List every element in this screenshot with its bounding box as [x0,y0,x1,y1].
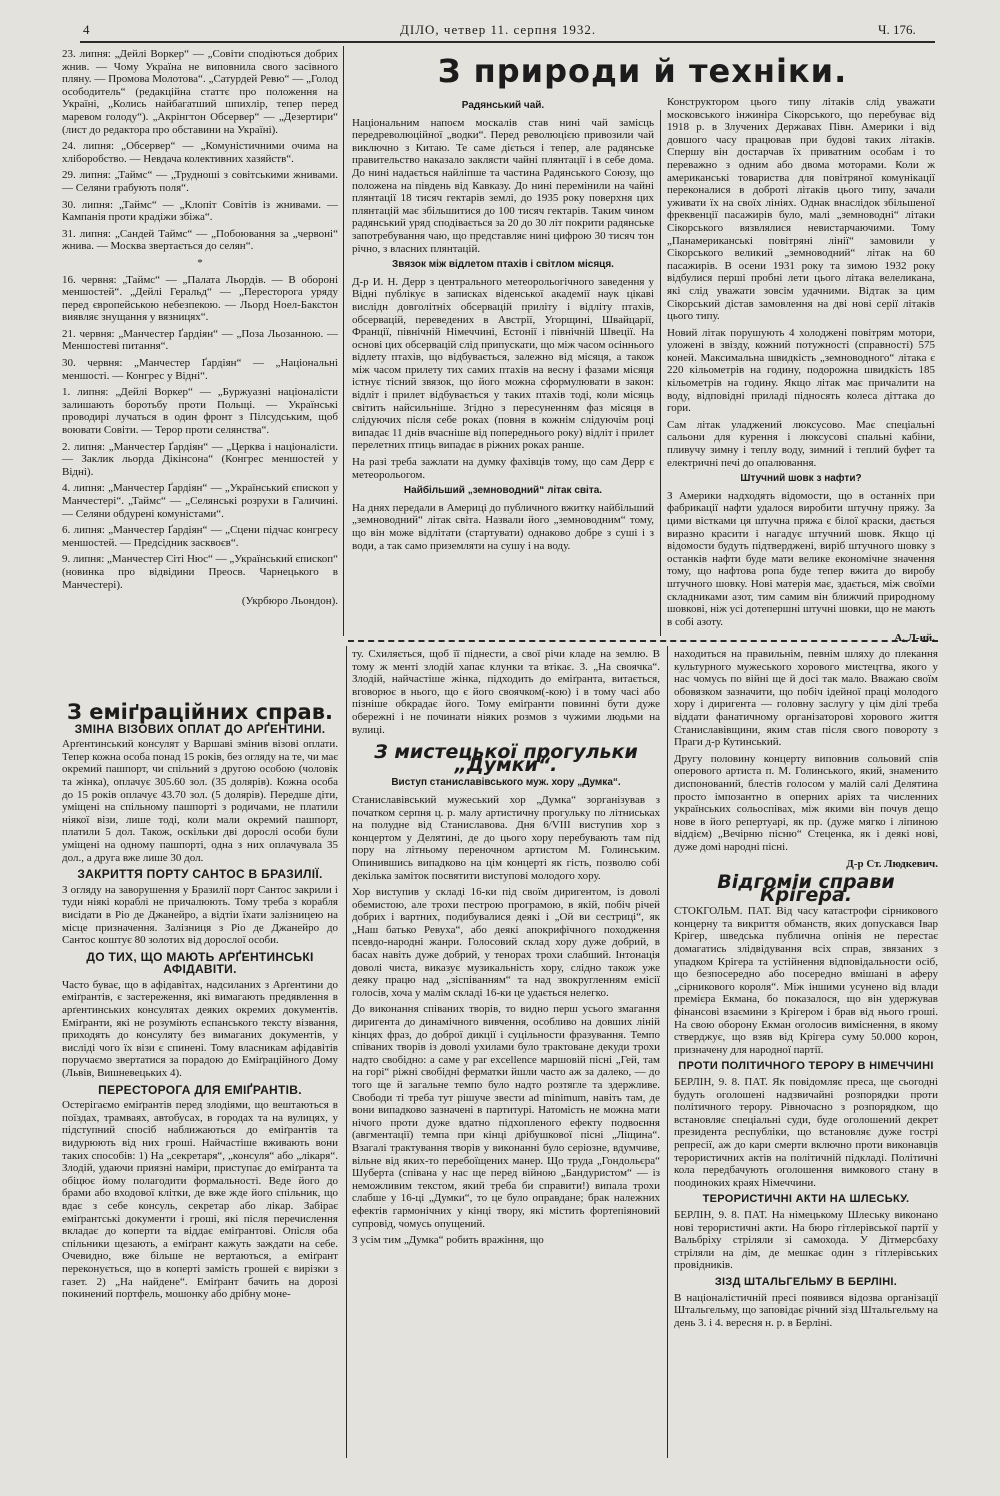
article-text: Конструктором цього типу літаків слід уважати московського інжиніра Сікорського, що перебуває від 1918 р. в Злучених Державах Півн. Америки і від довшого часу працював при будові таких літаків. Спершу він достарчав їх приватним особам і то переважно з одним або двома моторами. Коли ж американські товариства для повітряної комунікації переконалися в доброті літаків цього типу, зачали уживати їх на своїх лініях. Однак внаслідок збільшеної фреквенції пасажирів було, малі „земноводні“ літаки Сікорського вязвлялися невистарчаючими. Тому „Панамериканські повітряні лінії“ замовили у Сікорського великий „земноводний“ літак на 60 пасажирів. В осени 1931 року та зимою 1932 року відбулися перші пробні лети цього літака велеликана, які слід уважати зовсім удачними. Відтак за цим Сікорський дістав замовлення на дві нові серії літаків цього типу. [667,96,935,323]
column-divider [667,646,668,1458]
press-item: 6. липня: „Манчестер Ґардіян“ — „Сцени підчас конгресу меншостей. — Предсідник засквоєв“. [62,524,338,549]
press-item: 31. липня: „Сандей Таймс“ — „Побоювання за „червоні“ жнива. — Москва звертається до селян“. [62,227,338,253]
article-subtitle: ЗІЗД ШТАЛЬГЕЛЬМУ В БЕРЛІНІ. [714,1275,898,1288]
nature-column-left [352,96,654,636]
column-divider [343,46,344,636]
article-text: З Америки надходять відомости, що в останніх при фабрикації нафти удалося виробити штучну пряжу. За цими вістками ця штучна пряжа є білої краски, дається виразно красити і нагадує штучний шовк. Якщо ці відомости будуть підтверджені, виріб штучного шовку з останків нафти буде мати велике економічне значення тому, що нафтова ропа буде тепер вжита до виробу штучного шовку. Нові матерія має, здається, між своїми складниками азот, тим самим він ближчий природному шовкові, ніж усі дотепершні штучні шовки, що не мають в собі азоту. [667,489,935,628]
article-text: Станиславівський мужеський хор „Думка“ зорганізував з початком серпня ц. р. малу артистичну прогульку по літниськах на полудне від Станиславова. Дня 6/VIII виступив хор з концертом у Делятині, де до цього хору перебувають там під пору на літньому переночном артистом М. Голинським. Опинившись випадково на цім концерті як гість, позволю собі декілька заміток посвятити виступові молодого хору. [352,793,660,882]
nature-column-right [667,96,935,645]
right-lower-column [674,648,938,1458]
column-divider [660,110,661,636]
article-text: Хор виступив у складі 16-ки під своїм диригентом, із доволі обемистою, але трохи пестрою програмою, в якій, побіч річей добрих і вартних, подибувалися деякі і „Ой ви сестриці“, як „Наш батько Ревуха“, або деякі апокрифічного походження псевдо-народні жанри. Голосовий склад хору дуже добрий, в басах навіть дуже добрий, у тенорах трохи слабший. Інтонація доволі чиста, виказує музикальність хору, слідно також уже деяку працю над „зіспіванням“ та над звокругленням емісії голосів, хоча у малім складі 16-ки це удається нелегко. [352,886,660,999]
nature-heading: З природи й техніки. [437,52,848,90]
header-rule [80,41,935,43]
article-text: БЕРЛІН, 9. 8. ПАТ. Як повідомляє преса, ще сьогодні будуть оголошені надзвичайні розпорядки проти політичного терору. Рівночасно з розпорядком, що встановляє спеціальні суди, буде оголошений декрет президента республіки, що встановляє дуже гострі репресії, аж до кари смерти включно проти виконавців терористичних актів на політичній підкладі. Політичні кола передбачують оголошення вимкового стану в поодиноких краях Німеччини. [674,1076,938,1189]
emigration-text: Остерігаємо еміґрантів перед злодіями, що вештаються в поїздах, трамваях, автобусах, в городах та на вулицях, у підступний спосіб наближаються до еміґрантів та видурюють від них гроші. Найчастіше вживають вони таких способів: 1) На „секретаря“, „консуля“ або „лікаря“. Злодій, удаючи приязні наміри, приступає до еміґранта та обіцює йому полагодити формальності. Веде його до брами або входової клітки, де вже жде його спільник, що вдає з себе консуль, секретар або лікар. Забірає еміґрантські документи і гроші, які після перечислення вкладає до коперти та віддає еміґрантові. Опісля оба спільники щезають, а еміґрант кажуть заждати на себе. Очевидно, вже більше не вертаються, а еміґрант переконується, що в коперті замість грошей є вирізки з газет. 2) „На найдене“. Еміґрант бачить на дорозі покинений портфель, мошонку або дрібну моне- [62,1099,338,1301]
article-subtitle: Штучний шовк з нафти? [740,473,862,485]
dumka-heading: З мистецької прогульки „Думки“. [374,741,638,776]
article-text: На днях передали в Америці до публичного вжитку найбільший „земноводний“ літак світа. Назвали його „земноводним“ тому, що він може відлітати (стартувати) однаково добре з суші і з води, а так само приземляти на сушу і на воду. [352,501,654,552]
article-subtitle: ПРОТИ ПОЛІТИЧНОГО ТЕРОРУ В НІМЕЧЧИНІ [678,1060,934,1073]
article-text: До виконання співаних творів, то видно перш усього змагання диригента до динамічного вивчення, особливо на довших ліній кінцях фраз, до доброї дикції і суцільности фразування. Темпо співаних творів із доволі ухилами було трактоване декуди трохи надто свобідно: а саме у par excellence маршовій пісні „Гей, там на горі“ ріжні свобідні ферматки йшли часто аж за далеко, — до того ще й загальне темпо було надто розтягле та здержливе. Свободи ті треба тут рішуче звести ad minimum, навіть там, де вони випадково зазначені в партитурі. Натомість не можна мати нічого проти дуже вдатно підхопленого ефекту подвоєння (авгментації) темпа при кінці дрібушкової пісні „Ліщина“. Взагалі трактування творів у виконанні було серіозне, вдумчиве, вільне від яких-то перебоїщених манер. Що труда „Гондольєра“ Шуберта (співана у нас ще перед війною „Бандуристом“ — із неможливим текстом, який треба би справити!) випала трохи слабше у 16-ці „Думки“, то це було оправдане; брак належних ефектів гармонічних у кінці твору, які містить фортепіяновий супровід, чомусь опущений. [352,1003,660,1230]
press-item: 30. липня: „Таймс“ — „Клопіт Совітів із жнивами. — Кампанія проти крадіжи збіжа“. [62,198,338,224]
emigration-subtitle: ЗАКРИТТЯ ПОРТУ САНТОС В БРАЗИЛІЇ. [77,867,323,882]
article-text: Сам літак уладжений люксусово. Має спеціальні сальони для курення і люксусові спальні кабіни, пливучу зимну і теплу воду, зимний і теплий буфет та електричні печі до опалювання. [667,418,935,469]
article-text: Другу половину концерту виповнив сольовий спів оперового артиста п. М. Голинського, який, знаменито диспонований, блестів голосом у малій салі Делятина просто імпозантно в оперних аріях та численних українських сольоспівах, між якими він почув дещо нове в його репертуарі, як пр. (дуже мягко і ліпиною віддієм) „Вечірню пісню“ Стеценка, як і деякі нові, дуже домі народні пісні. [674,752,938,853]
dumka-column [352,648,660,1458]
article-subtitle: Найбільший „земноводний“ літак світа. [403,485,603,497]
press-signature: (Укрбюро Льондон). [241,595,338,608]
article-text: находиться на правильнім, певнім шляху до плекання культурного мужеського хорового мистецтва, якого у нас чомусь по війні ще й досі так мало. Вважаю своїм обовязком зазначити, що побіч ідейної праці молодого хору і диригента — головну заслугу у цім ділі треба віддати фанатичному організаторові хорового життя Станиславівщини, яким став після свого повороту з Праги д-р Кутинський. [674,648,938,749]
kreuger-heading: Відгоміи справи Крігера. [717,871,895,906]
article-text: Д-р И. Н. Дерр з центрального метеорольогічного заведення у Відні публікує в записках віденської академії наук цікаві вислідн довголітніх обсервацій приліту і відліту птахів, обсервацій, переведених в Австрії, Угорщині, Швайцарії, Франції, північній Німеччині, Естонії і північній Швеції. На основі цих обсервацій слід припускати, що між часом осіннього відлету птахів, що відбувається, залежно від місяця, а також між часом прилету тих самих птахів на весну і фазами місяця істнує тісний звязок, що його можна сформулювати в закон: відліт і прилет відбувається у таких птахів тоді, коли місяць світить найсильніше. Згідно з пересуненням фаз місяця в слідуючих після себе роках (повня в кожнім слідуючім році випадає 11 днів вчасніше від попереднього року) відліт і прилет перелетних птиць випадає в ріжних роках ранше. [352,275,654,452]
article-subtitle: ТЕРОРИСТИЧНІ АКТИ НА ШЛЕСЬКУ. [702,1193,910,1206]
emigration-subtitle: ЗМІНА ВІЗОВИХ ОПЛАТ ДО АРҐЕНТИНИ. [74,721,326,736]
issue-number: Ч. 176. [878,22,916,37]
article-text: Новий літак порушують 4 холоджені повітрям мотори, уложені в звізду, кожний потужності (справності) 575 коней. Максимальна швидкість „земноводного“ літака є 220 кільометрів на годину, подорожна швидкість 185 кільометрів на годину. Якщо літак має причалити на воду, відповідні приладі підносять колеса діттака до гори. [667,326,935,415]
press-item: 24. липня: „Обсервер“ — „Комуністичними очима на хліборобство. — Невдача колективних хазяйств“. [62,140,338,165]
press-item: 30. червня: „Манчестер Ґардіян“ — „Національні меншості. — Конгрес у Відні“. [62,357,338,382]
article-subtitle: Виступ станиславівського муж. хору „Думка“. [391,777,621,789]
press-item: 21. червня: „Манчестер Ґардіян“ — „Поза Льозанною. — Меншостеві питання“. [62,327,338,353]
masthead: ДІЛО, четвер 11. серпня 1932. [400,22,597,37]
press-item: 9. липня: „Манчестер Сіті Нюс“ — „Український єпископ“ (новинка про відвідини Преосв. Чарнецького в Манчестері). [62,553,338,591]
article-text: Національним напоєм москалів став нині чай замісць передреволюційної „водки“. Перед революцією привозили чай виключно з Китаю. Те саме діється і тепер, але радянське правительство наказало заклясти чайні плянтації і в себе дома. До нині надається найліпше та частина Радянського Союзу, що положена на південь від Кавказу. До нині перемінили на чайні плянтації 18 тисяч гектарів землі, до 1935 року поверхня цих плянтацій має збільшитися до 100 тисяч гектарів. Таким чином радянський уряд сподівається за 20 до 30 літ покрити радянське запотребування чаю, що представляє нині цифрою 30 тисяч тон річно, з власних плянтацій. [352,116,654,255]
page-header [0,22,1000,42]
article-subtitle: Звязок між відлетом птахів і світлом місяця. [392,259,614,271]
emigration-text: Часто буває, що в афідавітах, надсиланих з Арґентини до еміґрантів, є застереження, які вимагають предявлення в арґентинських консулятах деяких окремих документів. Еміґранти, які не розуміють еспанського тексту візвання, приходять до консуляту без вимаганих документів, у висліді чого їх візи є спинені. Тому власникам афідавітів поручаємо звертатися за порадою до Еміґраційного Дому (Львів, Вишневецьких 4). [62,978,338,1080]
article-text: В націоналістичній пресі появився відозва організації Штальгельму, що заповідає річний зізд Штальгельму на день 3. і 4. вересня н. р. в Берліні. [674,1291,938,1329]
press-item: 23. липня: „Дейлі Воркер“ — „Совіти сподіються добрих жнив. — Чому Україна не виповнила свого засівного пляну. — Промова Молотова“. „Сатурдей Ревю“ — „Голод осободитель“ (редакційна статтє про положення на Україні, „Колись найбагатший шпихлір, тепер перед маревом голоду“). „Акрінгтон Обсервер“ — „Дезертири“ (лист до редактора про обставини на Україні). [62,48,338,136]
article-signature: А. Л-ий. [894,632,935,645]
article-subtitle: Радянський чай. [461,100,545,111]
press-item: 2. липня: „Манчестер Ґардіян“ — „Церква і націоналісти. — Заклик льорда Дікінсона“ (Конгрес меншостей у Відні). [62,440,338,478]
emigration-subtitle: ДО ТИХ, ЩО МАЮТЬ АРҐЕНТИНСЬКІ АФІДАВІТИ. [86,949,314,977]
emigration-text: З огляду на заворушення у Бразилії порт Сантос закрили і туди ніякі кораблі не причалюють. Тому треба з корабля висідати в Ріо де Джанейро, а відтіи їхати залізницею на місце призначення. Залізниця з Ріо де Джанейро до Сантос коштує 80 золотих від дорослої особи. [62,883,338,947]
article-text: З усім тим „Думка“ робить вражіння, що [352,1234,544,1247]
emigration-subtitle: ПЕРЕСТОРОГА ДЛЯ ЕМІҐРАНТІВ. [98,1082,302,1097]
press-item: 16. червня: „Таймс“ — „Палата Льордів. — В обороні меншостей“. „Дейлі Геральд“ — „Пересторога уряду перед європейською небезпекою. — Льорд Ноел-Бакстон виявляє знущання у вязницях“. [62,273,338,324]
press-item: 1. липня: „Дейлі Воркер“ — „Буржуазні націоналісти залишають боротьбу проти Польщі. — Українські проводирі лучаться в один фронт з Пілсудським, щоб воювати Совіти. — Терор проти селянства“. [62,386,338,437]
emigration-text: Арґентинський консулят у Варшаві змінив візові оплати. Тепер кожна особа понад 15 років, без огляду на те, чи має окремий пашпорт, чи спільний з другою особою (чоловік та жінка), оплачує 305.60 зол. (35 долярів). Кожна особа до 15 років оплачує 43.70 зол. (5 долярів). Передше діти, уміщені на спільному пашпорті з родичами, не платили ніякої візи, лише тоді, коли мали окремий пашпорт, платили 5 дол. Також, оскільки дві дорослі особи були уміщені на одному пашпорті, одна з них оплачувала 35 дол., а друга вже лише 30 дол. [62,738,338,864]
emigration-heading: З еміґраційних справ. [67,700,333,724]
article-text: ту. Схиляється, щоб її піднести, а свої річи кладе на землю. В тому ж менті злодій хапає клунки та втікає. 3. „На своячка“. Злодій, найчастіше жінка, підходить до еміґранта, витається, вговорює в нього, що є його своячком(-кою) і в тому часі або пізніше обкрадає його. Тому еміґранти повинні бути дуже обережні і не починати ніяких розмов з чужими людьми на вулиці. [352,648,660,736]
article-text: БЕРЛІН, 9. 8. ПАТ. На німецькому Шлеську виконано нові терористичні акти. На бюро гітлерівської партії у Вальбріху стріляли зі самохода. У Дітмерсбаху стріляли на дім, де мешкає один з гітлерівських провідників. [674,1208,938,1272]
emigration-column [62,700,338,1458]
press-item: 4. липня: „Манчестер Ґардіян“ — „Український єпископ у Манчестері“. „Таймс“ — „Селянські розрухи в Галичині. — Селяни обдурені комуністами“. [62,482,338,520]
press-item: 29. липня: „Таймс“ — „Трудноші з совітськими жнивами. — Селяни грабують поля“. [62,169,338,194]
page-number: 4 [83,22,90,37]
article-text: СТОКГОЛЬМ. ПАТ. Від часу катастрофи сірникового концерну та викриття обманств, яких допускався Івар Крігер, шведська публична опінія не перестає домагатись злідвідування всіх справ, звязаних з упадком Крігера та устійнення відповідальности осіб, що безпосередно або посередно вмішані в аферу „сірникового короля“. Між іншими усунено від влади премієра Екмана, бо показалося, що він удержував фінансові взаємини з Крігером і брав від нього гроші. На свою оборону Екман оголосив виміснення, в якому стверджує, що взяв від Крігера суму 50.000 корон, призначену для народної партії. [674,905,938,1056]
article-text: На разі треба зажлати на думку фахівців тому, що сам Дерр є метеорольогом. [352,456,654,481]
column-divider [346,646,347,1458]
press-review-column [62,48,338,700]
section-star: * [197,256,203,269]
article-signature: Д-р Ст. Людкевич. [846,857,938,870]
